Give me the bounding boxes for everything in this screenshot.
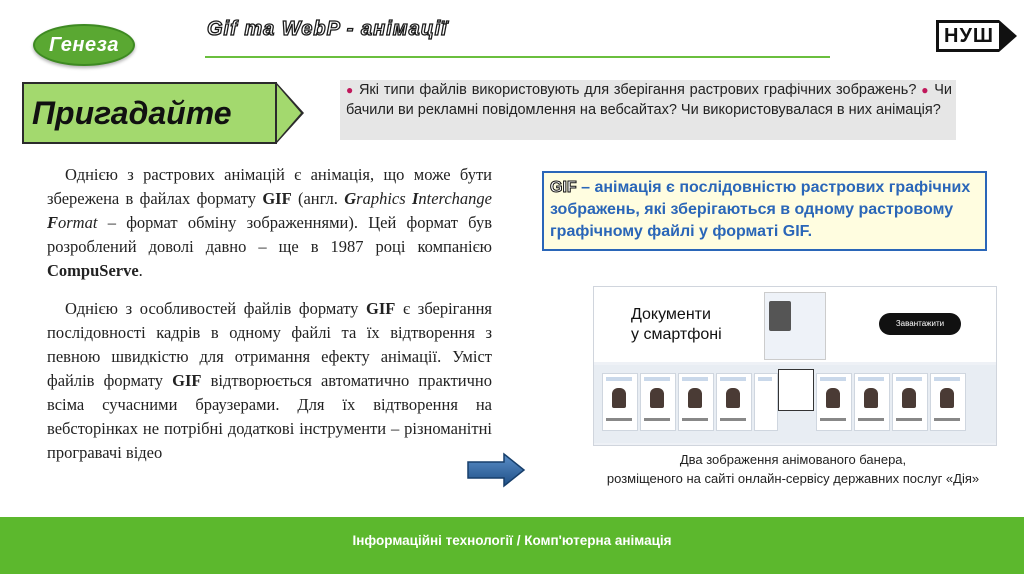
company-name: CompuServe — [47, 261, 139, 280]
para2-text: відтворюється автоматично практично всіма сучасними браузерами. Для їх відтворення на вебсторінках не потрібні додаткові інструменти – різноманітні програвачі відео — [47, 371, 492, 462]
banner-title — [631, 305, 722, 345]
para2-text: Однією з особливостей файлів формату — [65, 299, 367, 318]
caption-line2: розміщеного на сайті онлайн-сервісу державних послуг «Дія» — [606, 471, 980, 486]
gif-term: GIF — [172, 371, 202, 390]
letter-i: I — [411, 189, 419, 208]
remember-label: Пригадайте — [22, 82, 277, 144]
document-card — [892, 373, 928, 431]
geneza-logo: Генеза — [33, 24, 135, 66]
qr-code-icon — [778, 369, 814, 411]
document-card — [754, 373, 778, 431]
document-card — [602, 373, 638, 431]
paragraph-gif-intro — [47, 163, 492, 283]
word-format: ormat — [58, 213, 98, 232]
para1-text: Однією з растрових анімацій є анімація, що може бути збережена в файлах формату — [47, 165, 492, 208]
question-box — [340, 80, 956, 140]
para1-text: (англ. — [291, 189, 345, 208]
document-card — [640, 373, 676, 431]
banner-title-line2: у смартфоні — [631, 326, 722, 343]
word-graphics: raphics — [356, 189, 412, 208]
remember-banner — [22, 82, 302, 144]
nush-logo — [936, 20, 1017, 52]
word-interchange: nterchange — [418, 189, 493, 208]
next-slide-button[interactable] — [466, 452, 526, 488]
title-underline — [205, 56, 830, 58]
remember-tip-fill — [276, 84, 301, 142]
document-card — [854, 373, 890, 431]
definition-text — [550, 177, 975, 243]
right-arrow-icon — [466, 452, 526, 488]
banner-frame-2 — [594, 365, 996, 443]
banner-download-button: Завантажити — [879, 313, 961, 335]
banner-photo — [769, 301, 791, 331]
nush-badge: НУШ — [936, 20, 999, 52]
nush-arrow-icon — [999, 20, 1017, 52]
banner-caption — [588, 450, 998, 488]
paragraph-gif-features — [47, 297, 492, 465]
banner-frame-1 — [594, 287, 996, 362]
document-card — [716, 373, 752, 431]
para1-text: . — [138, 261, 143, 280]
question-part1: Які типи файлів використовують для зберігання растрових графічних зображень? — [358, 82, 917, 98]
page-title: Gif та WebP - анімації — [207, 18, 448, 40]
footer-text: Інформаційні технології / Комп'ютерна анімація — [352, 533, 672, 548]
bullet-icon: ● — [921, 83, 930, 97]
letter-g: G — [344, 189, 357, 208]
letter-f: F — [47, 213, 59, 232]
document-card — [678, 373, 714, 431]
caption-line1: Два зображення анімованого банера, — [679, 452, 907, 467]
document-card — [930, 373, 966, 431]
diia-banner-image — [593, 286, 997, 446]
document-card — [816, 373, 852, 431]
banner-title-line1: Документи — [631, 306, 711, 323]
para1-text: – формат обміну зображеннями). Цей формат був розроблений доволі давно – ще в 1987 році компанією — [47, 213, 492, 256]
question-part2: Чи бачили ви рекламні повідомлення на вебсайтах? Чи використовувалася в них анімація? — [346, 82, 952, 118]
para2-text: є зберігання послідовності кадрів в одному файлі та їх відтворення з певною швидкістю для отримання ефекту анімації. Уміст файлів формату — [47, 299, 492, 390]
gif-term: GIF — [366, 299, 396, 318]
definition-body: – анімація є послідовністю растрових графічних зображень, які зберігаються в одному растровому графічному файлі у форматі GIF. — [550, 179, 971, 240]
definition-term: GIF — [550, 179, 577, 196]
bullet-icon: ● — [346, 83, 355, 97]
gif-term: GIF — [262, 189, 292, 208]
